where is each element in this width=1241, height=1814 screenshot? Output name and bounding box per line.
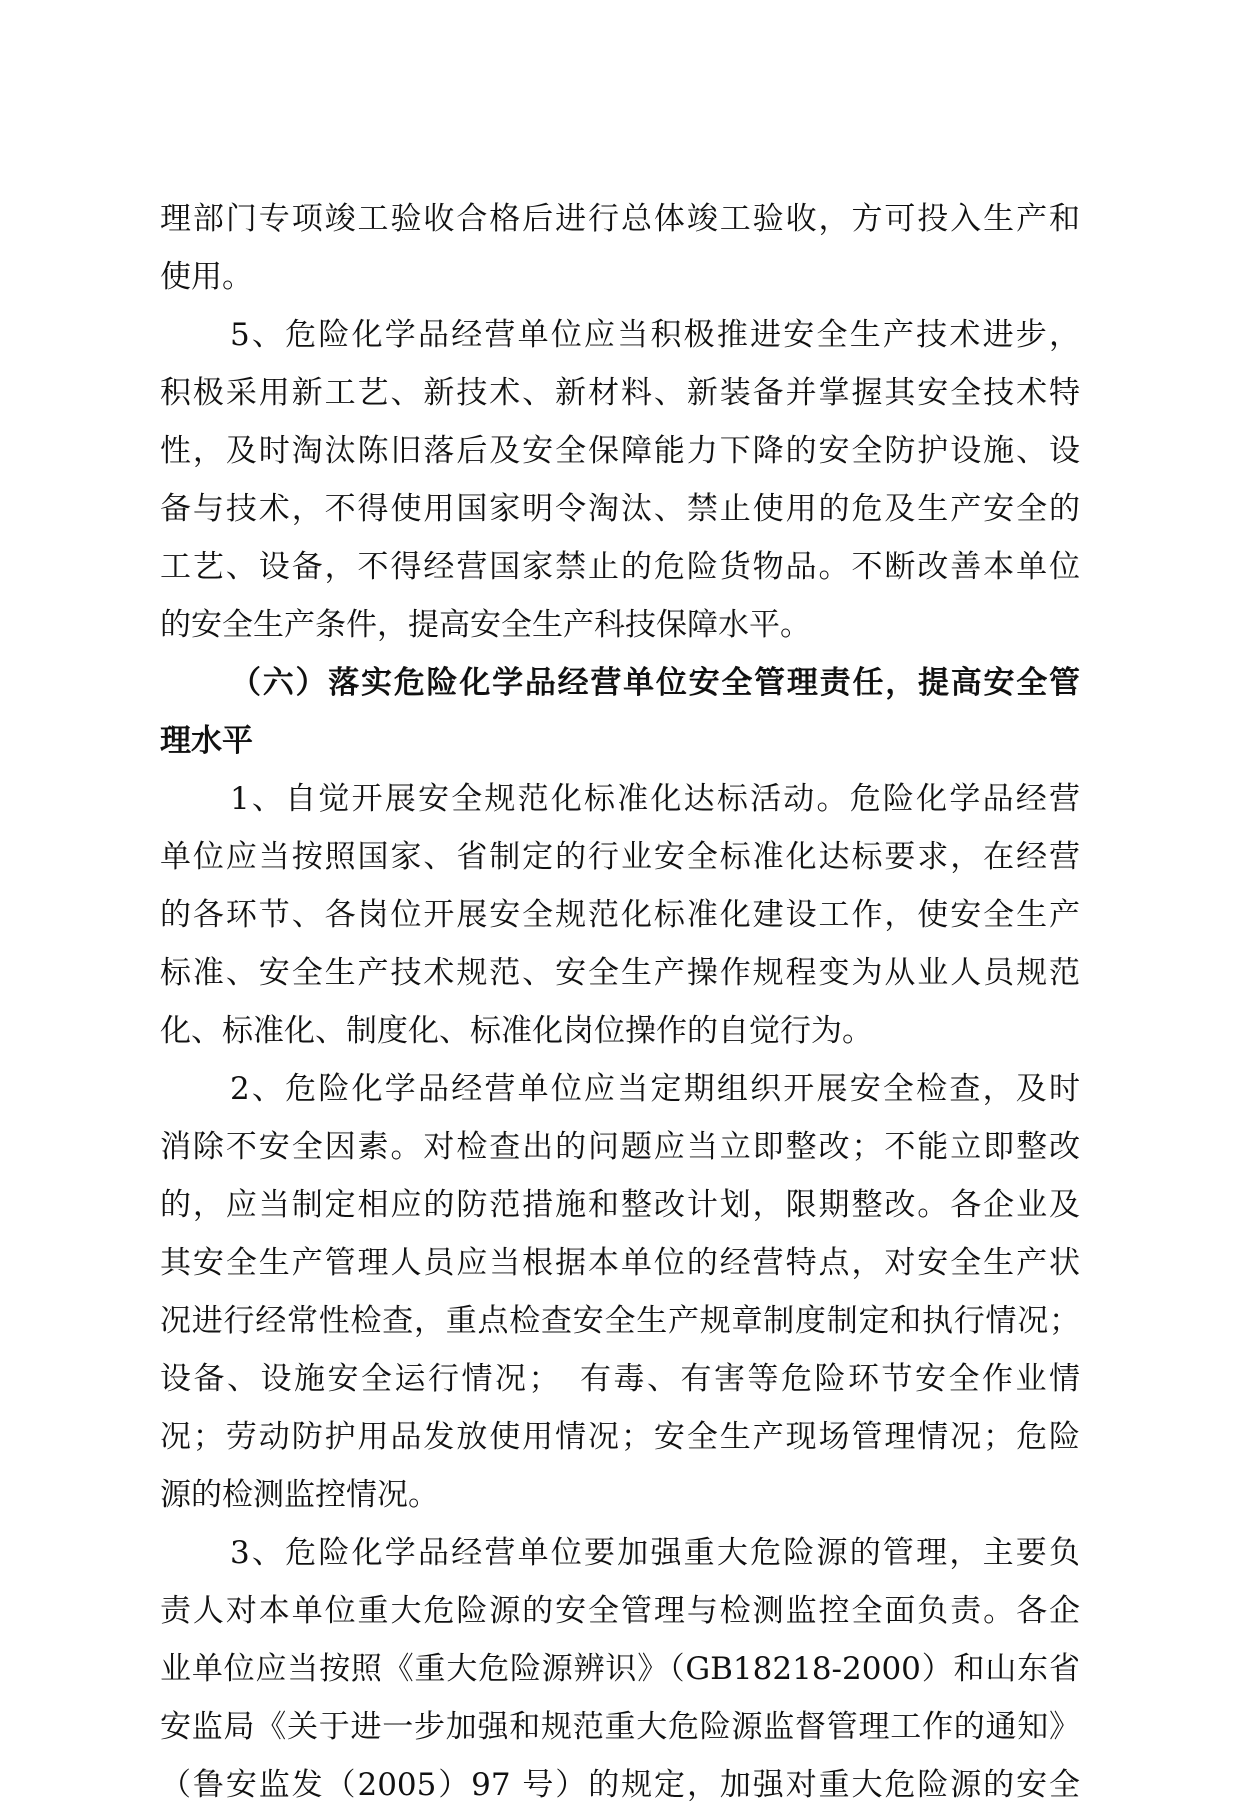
text-line: 工艺、设备，不得经营国家禁止的危险货物品。不断改善本单位 [160, 549, 1080, 585]
text-line: 的安全生产条件，提高安全生产科技保障水平。 [160, 607, 811, 643]
text-line: （鲁安监发（2005）97 号）的规定，加强对重大危险源的安全 [160, 1767, 1080, 1803]
section-heading-line: 理水平 [160, 723, 253, 759]
section-heading-line: （六）落实危险化学品经营单位安全管理责任，提高安全管 [230, 665, 1080, 701]
text-line: 其安全生产管理人员应当根据本单位的经营特点，对安全生产状 [160, 1245, 1080, 1281]
text-line: 理部门专项竣工验收合格后进行总体竣工验收，方可投入生产和 [160, 201, 1080, 237]
text-line: 源的检测监控情况。 [160, 1477, 439, 1513]
text-line: 积极采用新工艺、新技术、新材料、新装备并掌握其安全技术特 [160, 375, 1080, 411]
text-line: 标准、安全生产技术规范、安全生产操作规程变为从业人员规范 [160, 955, 1080, 991]
text-line: 备与技术，不得使用国家明令淘汰、禁止使用的危及生产安全的 [160, 491, 1080, 527]
text-line: 设备、设施安全运行情况； 有毒、有害等危险环节安全作业情 [160, 1361, 1080, 1397]
text-line: 化、标准化、制度化、标准化岗位操作的自觉行为。 [160, 1013, 873, 1049]
text-line: 责人对本单位重大危险源的安全管理与检测监控全面负责。各企 [160, 1593, 1080, 1629]
text-line: 消除不安全因素。对检查出的问题应当立即整改；不能立即整改 [160, 1129, 1080, 1165]
text-line: 性，及时淘汰陈旧落后及安全保障能力下降的安全防护设施、设 [160, 433, 1080, 469]
text-line: 2、危险化学品经营单位应当定期组织开展安全检查，及时 [230, 1071, 1080, 1107]
text-line: 业单位应当按照《重大危险源辨识》（GB18218-2000）和山东省 [160, 1651, 1080, 1687]
text-line: 5、危险化学品经营单位应当积极推进安全生产技术进步， [230, 317, 1080, 353]
text-line: 1、自觉开展安全规范化标准化达标活动。危险化学品经营 [230, 781, 1080, 817]
text-line: 的各环节、各岗位开展安全规范化标准化建设工作，使安全生产 [160, 897, 1080, 933]
text-line: 单位应当按照国家、省制定的行业安全标准化达标要求，在经营 [160, 839, 1080, 875]
text-line: 况；劳动防护用品发放使用情况；安全生产现场管理情况；危险 [160, 1419, 1080, 1455]
text-line: 的，应当制定相应的防范措施和整改计划，限期整改。各企业及 [160, 1187, 1080, 1223]
text-line: 安监局《关于进一步加强和规范重大危险源监督管理工作的通知》 [160, 1709, 1080, 1745]
text-line: 3、危险化学品经营单位要加强重大危险源的管理，主要负 [230, 1535, 1080, 1571]
text-line: 况进行经常性检查，重点检查安全生产规章制度制定和执行情况； [160, 1303, 1080, 1339]
text-line: 使用。 [160, 259, 253, 295]
